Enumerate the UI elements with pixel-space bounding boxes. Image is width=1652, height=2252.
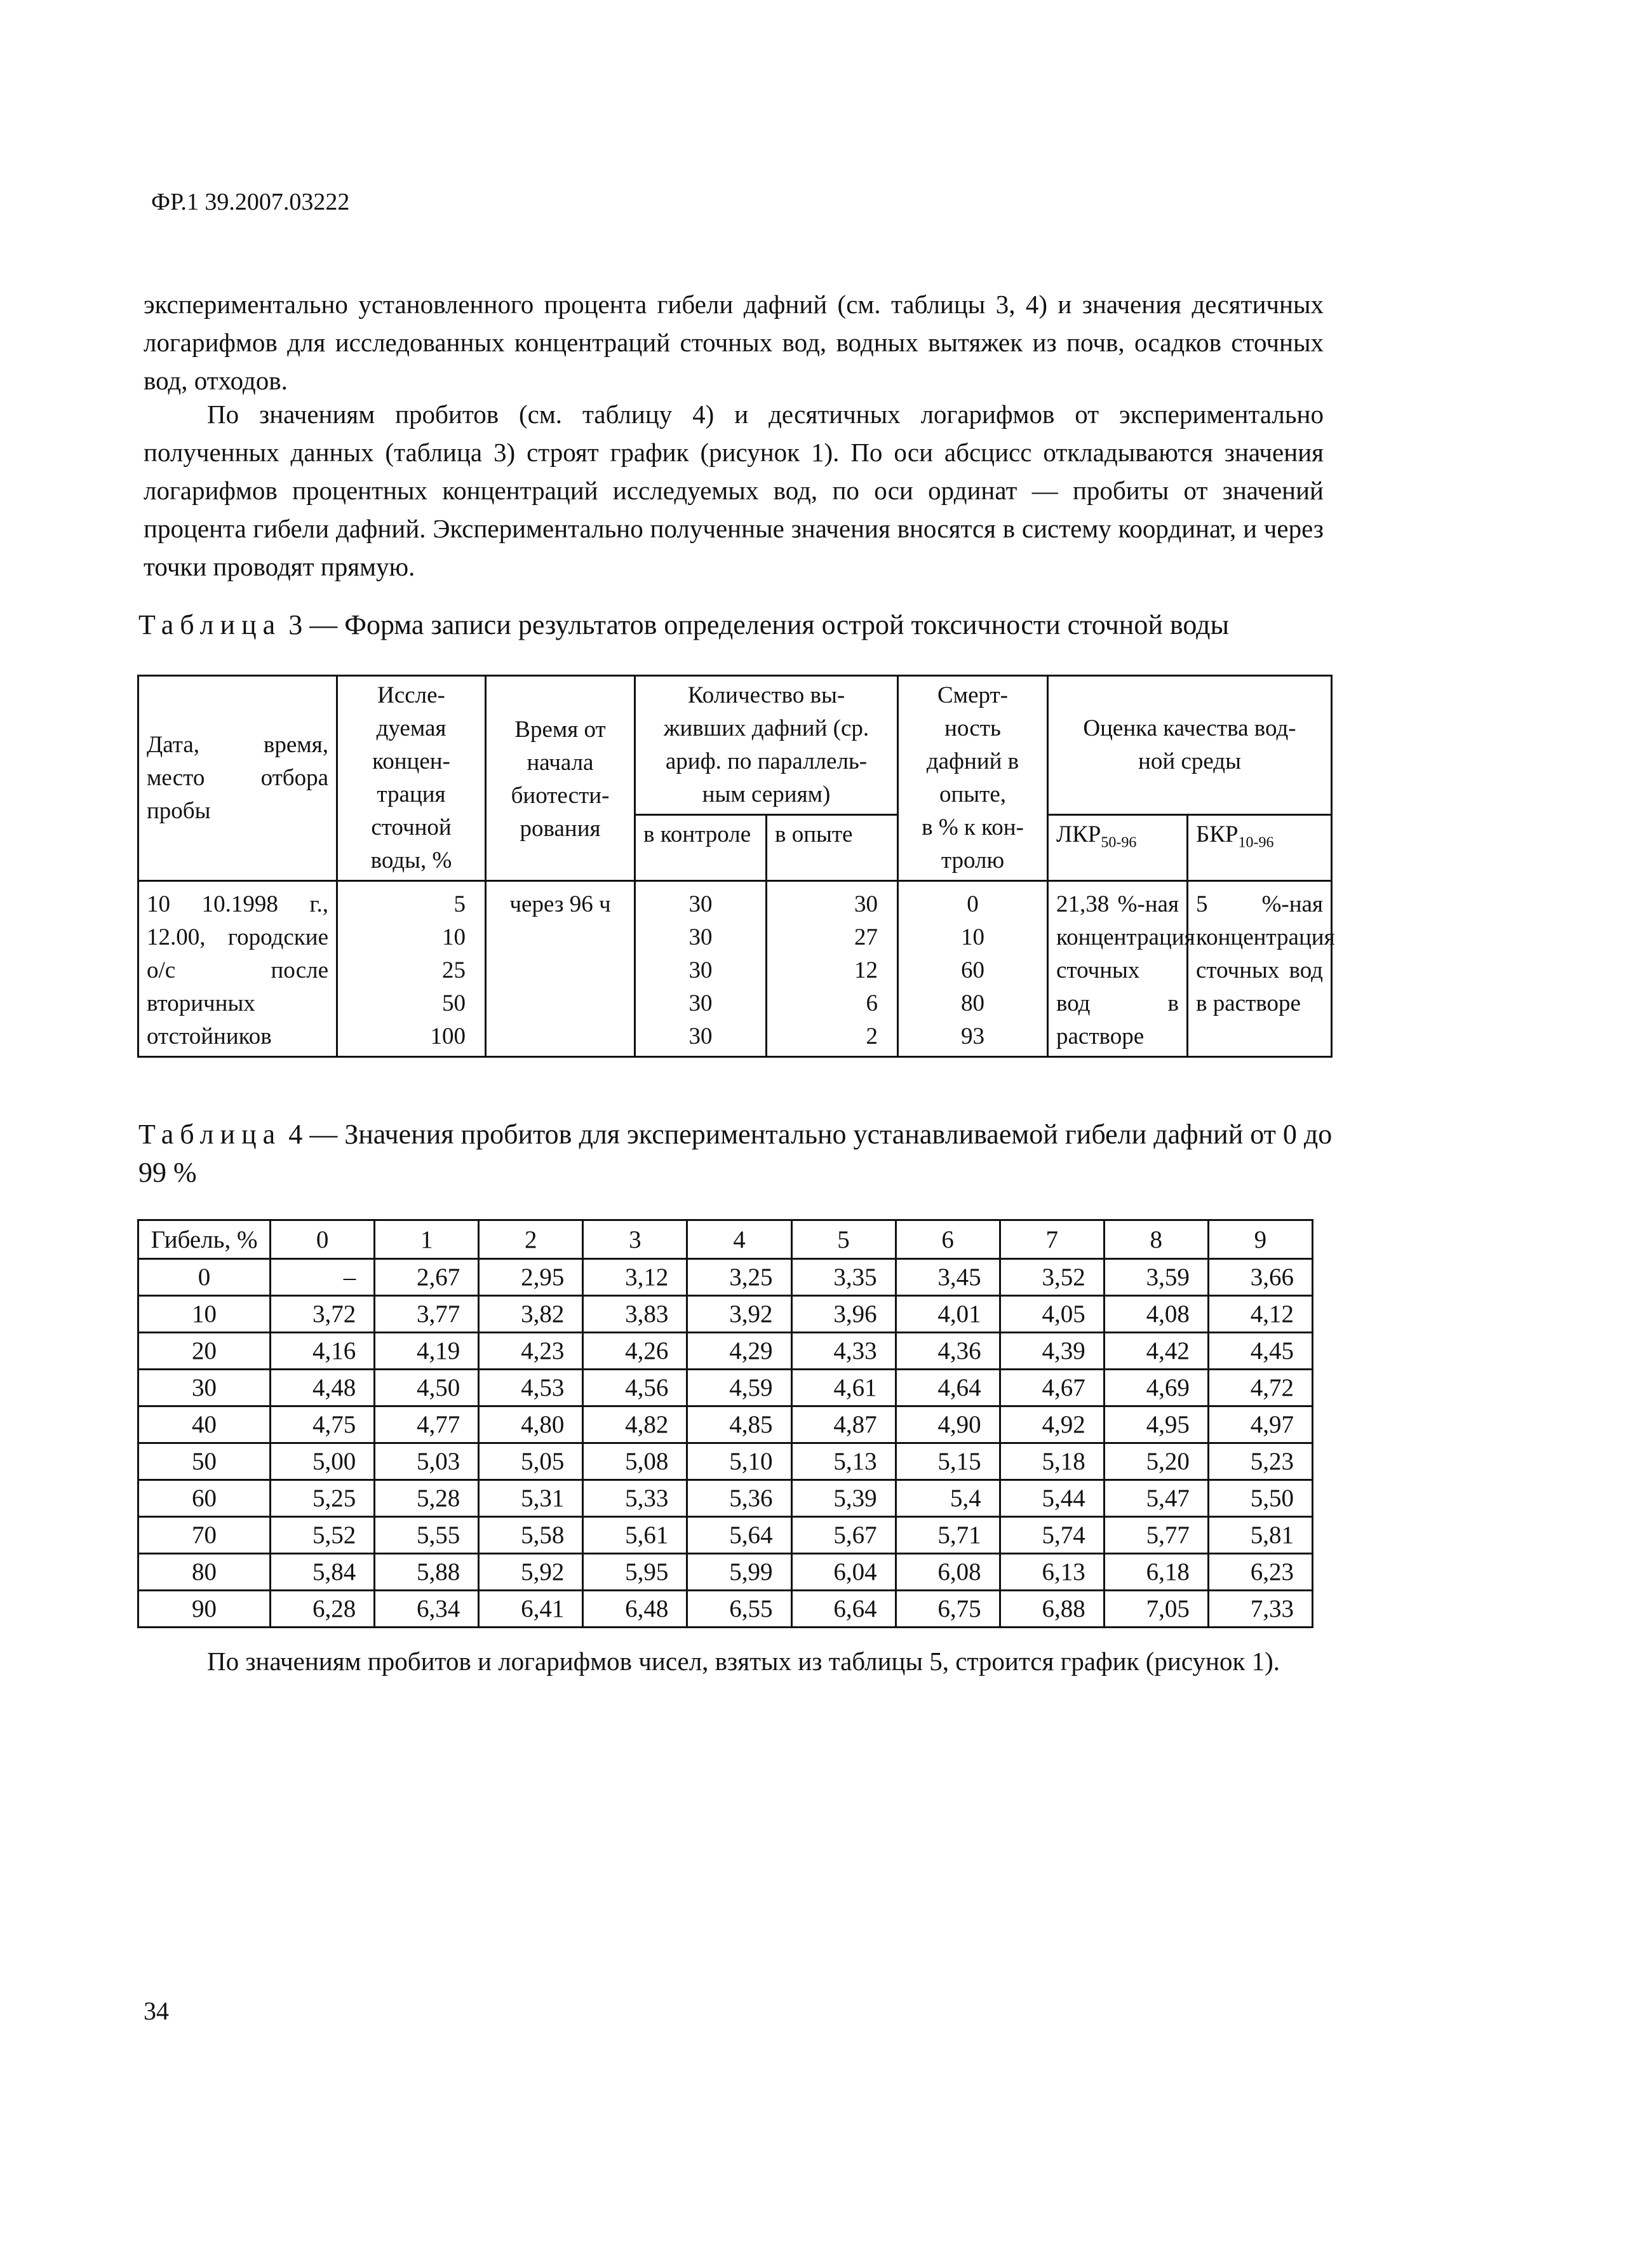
probit-value-cell: 6,28: [271, 1591, 375, 1628]
header-survived-line: живших дафний (ср.: [663, 715, 870, 741]
mortality-value: 60: [961, 957, 984, 983]
mortality-value: 0: [967, 891, 979, 917]
probit-table-body: [138, 1220, 1313, 1628]
probit-row-label: 0: [138, 1259, 271, 1296]
probit-value-cell: 5,81: [1208, 1517, 1312, 1554]
probit-value-cell: 3,25: [687, 1259, 791, 1296]
paragraph-graph-note: По значениям пробитов и логарифмов чисел, взятых из таблицы 5, строится график (рисунок 1).: [207, 1647, 1280, 1676]
probit-column-header: 4: [687, 1220, 791, 1259]
probit-row-label: 40: [138, 1406, 271, 1443]
header-survived-line: ариф. по параллель-: [665, 748, 868, 774]
table4-caption-text: 4 — Значения пробитов для экспериментально устанавливаемой гибели дафний от 0 до 99 %: [138, 1119, 1333, 1188]
probit-value-cell: 5,03: [375, 1443, 479, 1480]
probit-corner-header: Гибель, %: [138, 1220, 271, 1259]
probit-row: [138, 1296, 1313, 1333]
probit-column-header: 2: [479, 1220, 583, 1259]
control-value: 30: [688, 891, 713, 917]
probit-value-cell: 3,59: [1104, 1259, 1208, 1296]
probit-value-cell: 7,33: [1208, 1591, 1312, 1628]
probit-header-row: [138, 1220, 1313, 1259]
control-value: 30: [688, 990, 713, 1016]
cell-lkr-value: 21,38 %-ная концентрация сточных вод в растворе: [1048, 881, 1188, 1057]
header-mortality-line: Смерт-: [937, 682, 1009, 708]
header-survived-line: Количество вы-: [687, 682, 845, 708]
header-concentration-line: сточной: [371, 814, 452, 840]
probit-value-cell: 5,92: [479, 1554, 583, 1591]
header-bkr-label: БКР: [1196, 821, 1239, 847]
probit-value-cell: 6,13: [1000, 1554, 1104, 1591]
probit-row: [138, 1259, 1313, 1296]
header-mortality-line: тролю: [941, 847, 1005, 873]
mortality-value: 80: [961, 990, 984, 1016]
table4-caption: [138, 1116, 1345, 1192]
concentration-value: 25: [442, 957, 466, 983]
header-time-line: рования: [520, 816, 601, 842]
probit-value-cell: 5,23: [1208, 1443, 1312, 1480]
paragraph-probit-method: По значениям пробитов (см. таблицу 4) и десятичных логарифмов от экспериментально полученных данных (таблица 3) строят график (рисунок 1). По оси абсцисс откладываются значения логарифмов процентных концентраций исследуемых вод, по оси ординат — пробиты от значений процента гибели дафний. Экспериментально полученные значения вносятся в систему координат, и через точки проводят прямую.: [144, 400, 1324, 581]
probit-value-cell: 4,39: [1000, 1333, 1104, 1370]
paragraph-intro: экспериментально установленного процента гибели дафний (см. таблицы 3, 4) и значения десятичных логарифмов для исследованных концентраций сточных вод, водных вытяжек из почв, осадков сточных вод, отходов.: [144, 290, 1324, 395]
probit-column-header: 0: [271, 1220, 375, 1259]
probit-value-cell: 3,12: [583, 1259, 687, 1296]
probit-value-cell: 3,82: [479, 1296, 583, 1333]
probit-value-cell: 5,47: [1104, 1480, 1208, 1517]
probit-value-cell: 5,71: [896, 1517, 1000, 1554]
probit-value-cell: 4,67: [1000, 1370, 1104, 1406]
probit-value-cell: 5,50: [1208, 1480, 1312, 1517]
probit-value-cell: 3,77: [375, 1296, 479, 1333]
probit-value-cell: 2,67: [375, 1259, 479, 1296]
probit-value-cell: 6,41: [479, 1591, 583, 1628]
cell-sample-date: 10 10.1998 г., 12.00, городские о/с после вторичных отстойников: [138, 881, 337, 1057]
probit-value-cell: 5,33: [583, 1480, 687, 1517]
probit-value-cell: 4,48: [271, 1370, 375, 1406]
probit-value-cell: 3,92: [687, 1296, 791, 1333]
probit-row-label: 60: [138, 1480, 271, 1517]
header-biotest-time: [486, 676, 635, 881]
probit-value-cell: 4,69: [1104, 1370, 1208, 1406]
probit-row-label: 80: [138, 1554, 271, 1591]
probit-value-cell: 6,08: [896, 1554, 1000, 1591]
header-lkr-label: ЛКР: [1056, 821, 1101, 847]
probit-value-cell: 3,52: [1000, 1259, 1104, 1296]
header-time-line: биотести-: [511, 783, 610, 809]
probit-value-cell: 5,4: [896, 1480, 1000, 1517]
probit-value-cell: 4,90: [896, 1406, 1000, 1443]
control-value: 30: [688, 1023, 713, 1049]
probit-value-cell: 4,08: [1104, 1296, 1208, 1333]
header-time-line: Время от: [514, 717, 606, 743]
probit-value-cell: 5,99: [687, 1554, 791, 1591]
experiment-value: 2: [866, 1023, 878, 1049]
mortality-value: 10: [961, 924, 984, 950]
probit-row-label: 30: [138, 1370, 271, 1406]
experiment-value: 12: [854, 957, 878, 983]
probit-row-label: 10: [138, 1296, 271, 1333]
header-quality-line: ной среды: [1138, 748, 1241, 774]
probit-row: [138, 1333, 1313, 1370]
probit-value-cell: 5,20: [1104, 1443, 1208, 1480]
probit-value-cell: 5,36: [687, 1480, 791, 1517]
header-concentration-line: дуемая: [376, 715, 447, 741]
probit-value-cell: 4,75: [271, 1406, 375, 1443]
cell-biotest-time: через 96 ч: [486, 881, 635, 1057]
probit-value-cell: 5,61: [583, 1517, 687, 1554]
toxicity-results-table: [137, 675, 1333, 1058]
experiment-value: 30: [854, 891, 878, 917]
probit-value-cell: 4,45: [1208, 1333, 1312, 1370]
header-water-quality: [1048, 676, 1332, 815]
probit-value-cell: 4,95: [1104, 1406, 1208, 1443]
probit-value-cell: 4,59: [687, 1370, 791, 1406]
probit-value-cell: 5,74: [1000, 1517, 1104, 1554]
probit-column-header: 7: [1000, 1220, 1104, 1259]
probit-value-cell: –: [271, 1259, 375, 1296]
cell-concentrations: [337, 881, 486, 1057]
probit-value-cell: 4,77: [375, 1406, 479, 1443]
probit-value-cell: 5,15: [896, 1443, 1000, 1480]
probit-value-cell: 4,87: [791, 1406, 896, 1443]
probit-value-cell: 3,83: [583, 1296, 687, 1333]
probit-value-cell: 5,95: [583, 1554, 687, 1591]
probit-value-cell: 6,23: [1208, 1554, 1312, 1591]
header-time-line: начала: [527, 750, 594, 776]
cell-control-counts: [635, 881, 767, 1057]
probit-value-cell: 3,66: [1208, 1259, 1312, 1296]
probit-value-cell: 5,31: [479, 1480, 583, 1517]
header-mortality: [898, 676, 1048, 881]
probit-value-cell: 4,42: [1104, 1333, 1208, 1370]
probit-column-header: 5: [791, 1220, 896, 1259]
header-survived-daphnia: [635, 676, 898, 815]
probit-value-cell: 4,92: [1000, 1406, 1104, 1443]
mortality-value: 93: [961, 1023, 984, 1049]
probit-values-table: [137, 1219, 1313, 1628]
probit-value-cell: 4,23: [479, 1333, 583, 1370]
header-date-text: Дата, время, место отбора пробы: [147, 732, 328, 824]
probit-value-cell: 4,82: [583, 1406, 687, 1443]
probit-value-cell: 5,00: [271, 1443, 375, 1480]
probit-column-header: 8: [1104, 1220, 1208, 1259]
probit-value-cell: 6,04: [791, 1554, 896, 1591]
probit-row: [138, 1370, 1313, 1406]
probit-value-cell: 3,45: [896, 1259, 1000, 1296]
probit-row-label: 20: [138, 1333, 271, 1370]
probit-value-cell: 6,34: [375, 1591, 479, 1628]
header-mortality-line: ность: [944, 715, 1001, 741]
probit-column-header: 9: [1208, 1220, 1312, 1259]
probit-value-cell: 5,64: [687, 1517, 791, 1554]
probit-value-cell: 4,05: [1000, 1296, 1104, 1333]
control-value: 30: [688, 924, 713, 950]
probit-value-cell: 4,72: [1208, 1370, 1312, 1406]
probit-value-cell: 3,96: [791, 1296, 896, 1333]
probit-value-cell: 5,05: [479, 1443, 583, 1480]
cell-mortality-values: [898, 881, 1048, 1057]
probit-value-cell: 5,28: [375, 1480, 479, 1517]
document-code: ФР.1 39.2007.03222: [151, 189, 350, 215]
probit-value-cell: 6,88: [1000, 1591, 1104, 1628]
header-survived-line: ным сериям): [702, 781, 831, 807]
probit-value-cell: 5,18: [1000, 1443, 1104, 1480]
concentration-value: 10: [442, 924, 466, 950]
header-concentration: [337, 676, 486, 881]
probit-value-cell: 4,56: [583, 1370, 687, 1406]
probit-value-cell: 7,05: [1104, 1591, 1208, 1628]
concentration-value: 50: [442, 990, 466, 1016]
probit-row-label: 70: [138, 1517, 271, 1554]
probit-value-cell: 5,52: [271, 1517, 375, 1554]
concentration-value: 100: [430, 1023, 466, 1049]
probit-value-cell: 5,88: [375, 1554, 479, 1591]
probit-row-label: 50: [138, 1443, 271, 1480]
probit-value-cell: 5,39: [791, 1480, 896, 1517]
concentration-value: 5: [453, 891, 466, 917]
probit-column-header: 6: [896, 1220, 1000, 1259]
probit-value-cell: 5,58: [479, 1517, 583, 1554]
probit-row: [138, 1517, 1313, 1554]
probit-value-cell: 4,29: [687, 1333, 791, 1370]
table3-caption-text: 3 — Форма записи результатов определения острой токсичности сточной воды: [281, 609, 1230, 640]
header-mortality-line: дафний в: [926, 748, 1019, 774]
probit-row: [138, 1554, 1313, 1591]
header-control: в контроле: [635, 815, 767, 881]
header-quality-line: Оценка качества вод-: [1083, 715, 1296, 741]
table4-caption-word: Таблица: [138, 1119, 282, 1150]
probit-column-header: 3: [583, 1220, 687, 1259]
page-number: 34: [144, 1997, 169, 2025]
probit-value-cell: 5,77: [1104, 1517, 1208, 1554]
table3-caption-word: Таблица: [138, 609, 282, 640]
probit-value-cell: 6,18: [1104, 1554, 1208, 1591]
header-bkr-subscript: 10-96: [1238, 834, 1274, 851]
probit-value-cell: 4,64: [896, 1370, 1000, 1406]
table3-caption: [138, 606, 1345, 644]
probit-value-cell: 5,44: [1000, 1480, 1104, 1517]
experiment-value: 6: [866, 990, 878, 1016]
probit-value-cell: 3,35: [791, 1259, 896, 1296]
cell-bkr-value: 5 %-ная концентрация сточных вод в растворе: [1188, 881, 1332, 1057]
probit-value-cell: 4,33: [791, 1333, 896, 1370]
probit-row: [138, 1406, 1313, 1443]
probit-value-cell: 5,55: [375, 1517, 479, 1554]
probit-value-cell: 4,97: [1208, 1406, 1312, 1443]
probit-value-cell: 6,48: [583, 1591, 687, 1628]
header-date-place: [138, 676, 337, 881]
probit-row: [138, 1591, 1313, 1628]
header-concentration-line: Иссле-: [377, 682, 445, 708]
header-concentration-line: воды, %: [370, 847, 452, 873]
header-bkr: [1188, 815, 1332, 881]
header-mortality-line: опыте,: [939, 781, 1006, 807]
probit-value-cell: 3,72: [271, 1296, 375, 1333]
probit-value-cell: 6,64: [791, 1591, 896, 1628]
probit-value-cell: 4,36: [896, 1333, 1000, 1370]
probit-row: [138, 1480, 1313, 1517]
probit-value-cell: 4,26: [583, 1333, 687, 1370]
probit-value-cell: 4,85: [687, 1406, 791, 1443]
probit-value-cell: 5,13: [791, 1443, 896, 1480]
probit-value-cell: 4,61: [791, 1370, 896, 1406]
probit-value-cell: 4,16: [271, 1333, 375, 1370]
probit-value-cell: 5,10: [687, 1443, 791, 1480]
probit-value-cell: 4,01: [896, 1296, 1000, 1333]
header-mortality-line: в % к кон-: [922, 814, 1024, 840]
probit-row-label: 90: [138, 1591, 271, 1628]
probit-value-cell: 5,84: [271, 1554, 375, 1591]
cell-experiment-counts: [767, 881, 898, 1057]
header-experiment: в опыте: [767, 815, 898, 881]
probit-value-cell: 5,67: [791, 1517, 896, 1554]
probit-value-cell: 4,53: [479, 1370, 583, 1406]
header-concentration-line: концен-: [372, 748, 450, 774]
header-lkr-subscript: 50-96: [1101, 834, 1137, 851]
control-value: 30: [688, 957, 713, 983]
probit-column-header: 1: [375, 1220, 479, 1259]
probit-value-cell: 2,95: [479, 1259, 583, 1296]
experiment-value: 27: [854, 924, 878, 950]
probit-value-cell: 4,19: [375, 1333, 479, 1370]
probit-value-cell: 4,12: [1208, 1296, 1312, 1333]
probit-value-cell: 6,75: [896, 1591, 1000, 1628]
probit-value-cell: 5,08: [583, 1443, 687, 1480]
probit-value-cell: 4,50: [375, 1370, 479, 1406]
header-concentration-line: трация: [377, 781, 446, 807]
probit-row: [138, 1443, 1313, 1480]
probit-value-cell: 6,55: [687, 1591, 791, 1628]
header-lkr: [1048, 815, 1188, 881]
probit-value-cell: 5,25: [271, 1480, 375, 1517]
probit-value-cell: 4,80: [479, 1406, 583, 1443]
